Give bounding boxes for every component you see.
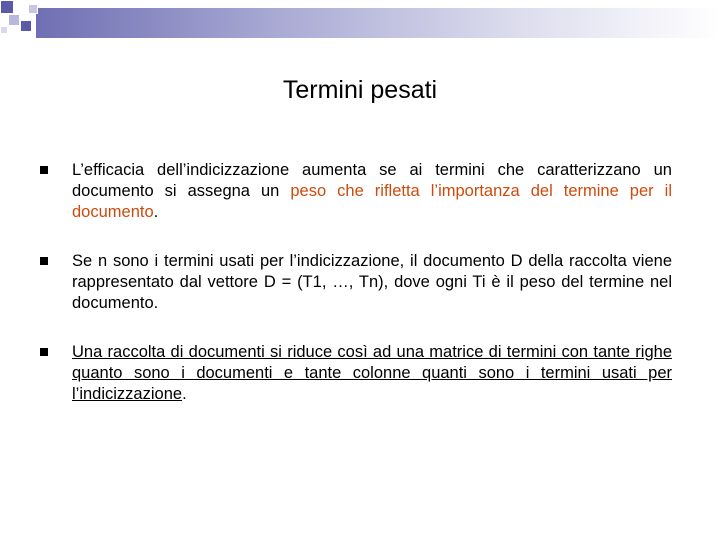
bullet-1-text: L’efficacia dell’indicizzazione aumenta se ai termini che caratterizzano un documento si assegna un <box>72 161 672 200</box>
bullet-item-3 <box>40 342 672 405</box>
deco-square <box>20 20 32 32</box>
deco-square <box>28 4 38 14</box>
bullet-item-1 <box>40 160 672 223</box>
bullet-list <box>40 160 672 433</box>
slide-title: Termini pesati <box>282 76 438 104</box>
bullet-3-end: . <box>182 385 187 403</box>
bullet-item-2 <box>40 251 672 314</box>
bullet-2-text: Se n sono i termini usati per l’indicizzazione, il documento D della raccolta viene rappresentato dal vettore D = (T1, …, Tn), dove ogni Ti è il peso del termine nel documento. <box>72 252 672 312</box>
bullet-square-icon <box>40 166 48 174</box>
deco-square <box>8 14 20 26</box>
deco-square <box>0 0 14 14</box>
bullet-square-icon <box>40 348 48 356</box>
header-gradient-band <box>36 8 720 38</box>
deco-square <box>14 0 28 14</box>
bullet-1-highlight: peso che rifletta l’importanza del termine per il documento <box>72 182 672 221</box>
bullet-1-end: . <box>153 203 159 221</box>
bullet-3-underlined-text: Una raccolta di documenti si riduce così ad una matrice di termini con tante righe quanto sono i documenti e tante colonne quanti sono i termini usati per l’indicizzazione <box>72 343 672 403</box>
bullet-square-icon <box>40 257 48 265</box>
deco-square <box>0 26 8 34</box>
